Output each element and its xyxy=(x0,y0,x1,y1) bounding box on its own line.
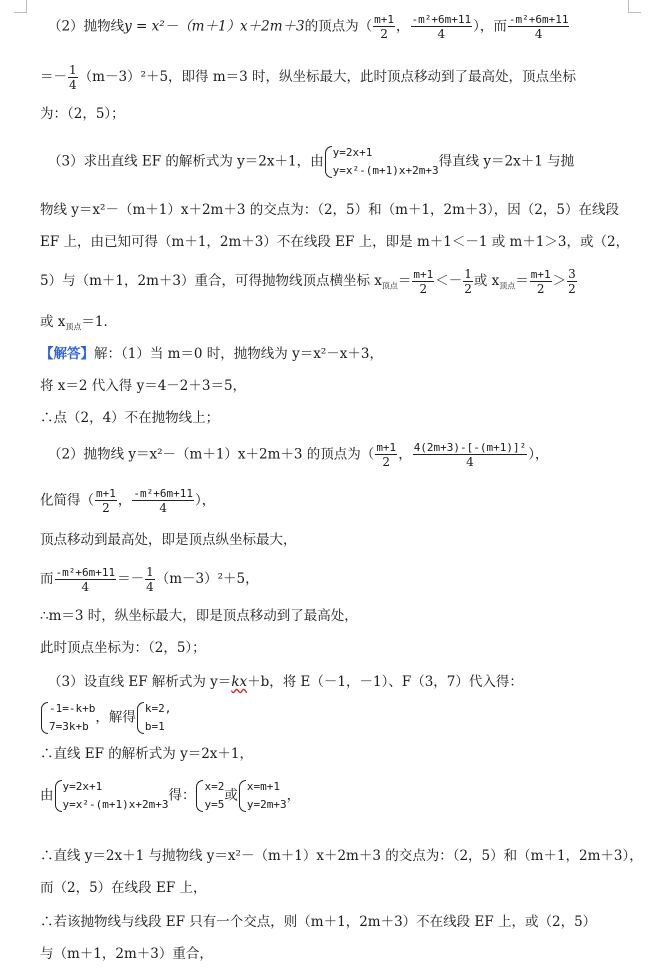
solution3-line7: ∴若该抛物线与线段 EF 只有一个交点，则（m＋1，2m＋3）不在线段 EF 上，或（2，5） xyxy=(40,914,597,930)
hint2-line3: 为：（2，5）； xyxy=(40,106,125,122)
equation-system: k=2, b=1 xyxy=(136,700,172,736)
solution2-line1: （2）抛物线 y＝x²－（m＋1）x＋2m＋3 的顶点为（ $\frac{m+1}{2}$ ， $\frac{\text{4(2m+3)-[-(m+1)]²}}{4}$ ）， xyxy=(48,441,549,469)
equation-system: y=2x+1 y=x²-(m+1)x+2m+3 xyxy=(54,778,169,814)
solution1-line2: 将 x＝2 代入得 y＝4－2＋3＝5， xyxy=(40,378,247,394)
solution3-line1: （3）设直线 EF 解析式为 y＝kx＋b，将 E（－1，－1）、F（3，7）代入得： xyxy=(48,674,523,690)
solution2-line6: 此时顶点坐标为：（2，5）； xyxy=(40,640,206,656)
hint3-line1: （3）求出直线 EF 的解析式为 y＝2x＋1，由 y=2x+1 y=x²-(m+1)x+2m+3 得直线 y＝2x＋1 与抛 xyxy=(48,144,615,180)
fraction: $\frac{1}{4}$ xyxy=(146,565,154,594)
fraction: $\frac{m+1}{2}$ xyxy=(530,267,551,296)
fraction: $\frac{1}{2}$ xyxy=(464,267,472,296)
solution3-line4: 由 y=2x+1 y=x²-(m+1)x+2m+3 得： x=2 y=5 或 x=m+1 y=2m+3 ， xyxy=(40,778,615,814)
hint3-line2: 物线 y＝x²－（m＋1）x＋2m＋3 的交点为：（2，5）和（m＋1，2m＋3），因（2，5）在线段 xyxy=(40,202,619,218)
hint3-line5: 或 $x_{顶点}=1$． xyxy=(40,314,117,332)
answer-tag: 【解答】 xyxy=(40,346,94,362)
equation-system: y=2x+1 y=x²-(m+1)x+2m+3 xyxy=(324,144,439,180)
solution3-line3: ∴直线 EF 的解析式为 y＝2x＋1， xyxy=(40,746,254,762)
solution2-line3: 顶点移动到最高处，即是顶点纵坐标最大， xyxy=(40,532,297,548)
crop-mark-left xyxy=(14,0,27,13)
solution3-line5: ∴直线 y＝2x＋1 与抛物线 y＝x²－（m＋1）x＋2m＋3 的交点为：（2，5）和（m＋1，2m＋3）， xyxy=(40,848,643,864)
fraction: $\frac{3}{2}$ xyxy=(568,267,576,296)
fraction: $\frac{1}{4}$ xyxy=(69,63,77,92)
solution3-line8: 与（m＋1，2m＋3）重合， xyxy=(40,946,213,962)
hint3-line4: 5）与（m＋1，2m＋3）重合，可得抛物线顶点横坐标 $x_{顶点}=$ $\frac{m+1}{2}$ ＜－ $\frac{1}{2}$ 或 $x_{顶点}=$ $\frac{m+1}{2}$ ＞ $\frac{3}{2}$ xyxy=(40,267,576,296)
fraction: $\frac{\text{-m²+6m+11}}{4}$ xyxy=(508,13,569,41)
crop-mark-right xyxy=(628,0,641,13)
hint2-line2: ＝－ $\frac{1}{4}$ （m－3）²＋5，即得 m＝3 时，纵坐标最大，此时顶点移动到了最高处，顶点坐标 xyxy=(40,63,577,92)
solution1-line3: ∴点（2，4）不在抛物线上； xyxy=(40,410,220,426)
equation-system: x=2 y=5 xyxy=(195,778,224,814)
solution2-line5: ∴m＝3 时，纵坐标最大，即是顶点移动到了最高处， xyxy=(40,608,358,624)
answer-line1: 【解答】解：（1）当 m＝0 时，抛物线为 y＝x²－x＋3， xyxy=(40,346,383,362)
hint2-line1: （2）抛物线y = x²－（m＋1）x＋2m＋3的顶点为（ $\frac{m+1}{2}$ ， $\frac{\text{-m²+6m+11}}{4}$ ），而 $\frac{\text{-m²+6m+11}}{4}$ xyxy=(48,13,569,41)
solution2-line4: 而 $\frac{\text{-m²+6m+11}}{4}$ ＝－ $\frac{1}{4}$ （m－3）²＋5， xyxy=(40,565,259,594)
solution3-line6: 而（2，5）在线段 EF 上， xyxy=(40,880,207,896)
solution2-line2: 化简得（ $\frac{m+1}{2}$ ， $\frac{\text{-m²+6m+11}}{4}$ ）， xyxy=(40,487,216,515)
fraction: $\frac{\text{-m²+6m+11}}{4}$ xyxy=(411,13,472,41)
equation-system: -1=-k+b 7=3k+b xyxy=(40,700,95,736)
fraction: $\frac{m+1}{2}$ xyxy=(374,13,394,41)
fraction: $\frac{m+1}{2}$ xyxy=(413,267,434,296)
solution3-line2: -1=-k+b 7=3k+b ，解得 k=2, b=1 xyxy=(40,700,615,736)
fraction: $\frac{\text{-m²+6m+11}}{4}$ xyxy=(133,487,193,515)
fraction: $\frac{m+1}{2}$ xyxy=(376,441,397,469)
equation-system: x=m+1 y=2m+3 xyxy=(238,778,287,814)
fraction: $\frac{\text{4(2m+3)-[-(m+1)]²}}{4}$ xyxy=(413,441,527,469)
fraction: $\frac{\text{-m²+6m+11}}{4}$ xyxy=(55,565,116,594)
fraction: $\frac{m+1}{2}$ xyxy=(96,487,116,515)
hint3-line3: EF 上，由已知可得（m＋1，2m＋3）不在线段 EF 上，即是 m＋1＜－1 或 m＋1＞3，或（2， xyxy=(40,234,630,250)
